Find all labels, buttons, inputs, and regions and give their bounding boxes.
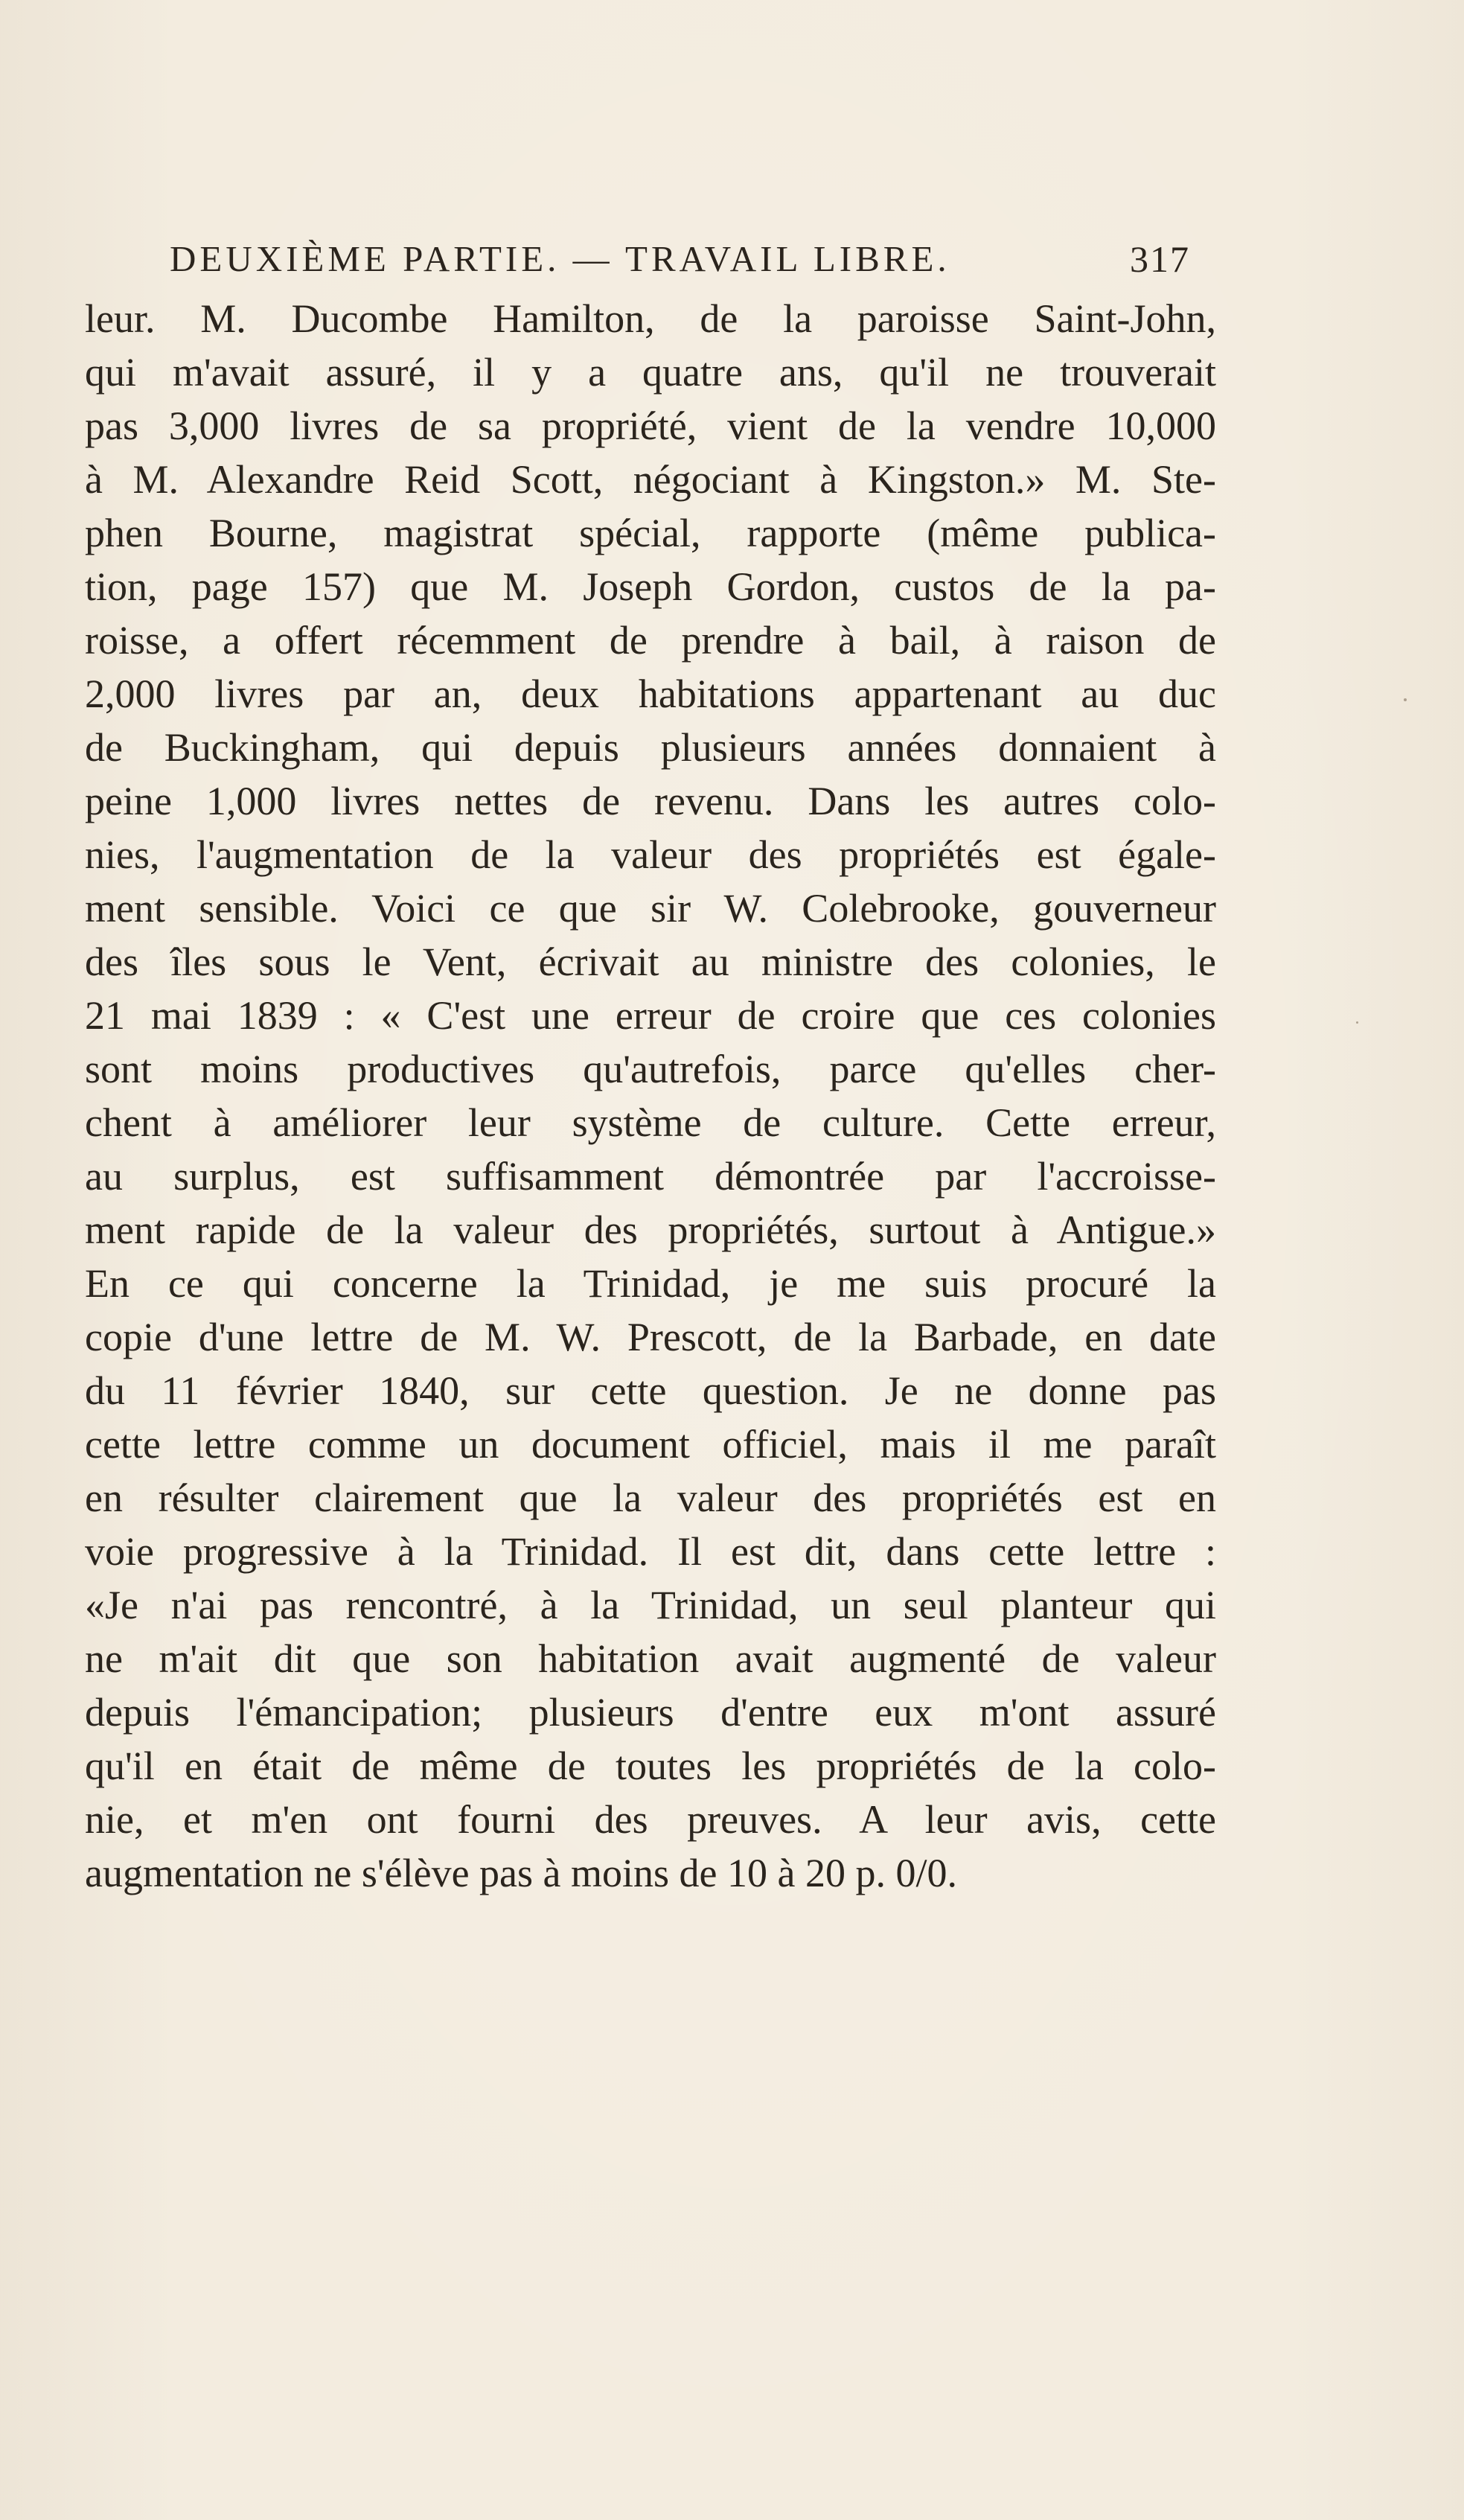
text-line: nie, et m'en ont fourni des preuves. A leur avis, cette: [85, 1797, 1216, 1842]
text-line: ment rapide de la valeur des propriétés, surtout à Antigue.»: [85, 1208, 1216, 1252]
text-line: tion, page 157) que M. Joseph Gordon, custos de la pa-: [85, 564, 1216, 609]
text-line: sont moins productives qu'autrefois, parce qu'elles cher-: [85, 1047, 1216, 1091]
text-line: ne m'ait dit que son habitation avait augmenté de valeur: [85, 1636, 1216, 1681]
text-line: qui m'avait assuré, il y a quatre ans, qu'il ne trouverait: [85, 350, 1216, 395]
text-line: 21 mai 1839 : « C'est une erreur de croire que ces colonies: [85, 993, 1216, 1038]
text-line: en résulter clairement que la valeur des propriétés est en: [85, 1476, 1216, 1520]
text-line: voie progressive à la Trinidad. Il est dit, dans cette lettre :: [85, 1529, 1216, 1574]
text-line: augmentation ne s'élève pas à moins de 10 à 20 p. 0/0.: [85, 1851, 957, 1895]
text-line: au surplus, est suffisamment démontrée par l'accroisse-: [85, 1154, 1216, 1199]
page-number: 317: [1130, 238, 1190, 280]
paper-speck: [1404, 698, 1407, 701]
text-line: du 11 février 1840, sur cette question. Je ne donne pas: [85, 1368, 1216, 1413]
text-line: de Buckingham, qui depuis plusieurs années donnaient à: [85, 725, 1216, 770]
text-line: nies, l'augmentation de la valeur des propriétés est égale-: [85, 832, 1216, 877]
text-line: chent à améliorer leur système de culture. Cette erreur,: [85, 1100, 1216, 1145]
text-line: phen Bourne, magistrat spécial, rapporte (même publica-: [85, 511, 1216, 555]
paper-speck: [1356, 1021, 1358, 1024]
text-line: depuis l'émancipation; plusieurs d'entre eux m'ont assuré: [85, 1690, 1216, 1735]
text-line: cette lettre comme un document officiel, mais il me paraît: [85, 1422, 1216, 1467]
text-line: «Je n'ai pas rencontré, à la Trinidad, un seul planteur qui: [85, 1583, 1216, 1627]
text-line: copie d'une lettre de M. W. Prescott, de la Barbade, en date: [85, 1315, 1216, 1359]
text-line: pas 3,000 livres de sa propriété, vient de la vendre 10,000: [85, 403, 1216, 448]
text-line: ment sensible. Voici ce que sir W. Colebrooke, gouverneur: [85, 886, 1216, 931]
text-line: qu'il en était de même de toutes les propriétés de la colo-: [85, 1744, 1216, 1788]
text-line: roisse, a offert récemment de prendre à bail, à raison de: [85, 618, 1216, 663]
text-line: des îles sous le Vent, écrivait au ministre des colonies, le: [85, 940, 1216, 984]
text-line: En ce qui concerne la Trinidad, je me suis procuré la: [85, 1261, 1216, 1306]
text-line: peine 1,000 livres nettes de revenu. Dans les autres colo-: [85, 779, 1216, 823]
text-line: à M. Alexandre Reid Scott, négociant à Kingston.» M. Ste-: [85, 457, 1216, 502]
text-line: leur. M. Ducombe Hamilton, de la paroisse Saint-John,: [85, 296, 1216, 341]
running-title: DEUXIÈME PARTIE. — TRAVAIL LIBRE.: [170, 238, 950, 279]
text-line: 2,000 livres par an, deux habitations appartenant au duc: [85, 672, 1216, 716]
